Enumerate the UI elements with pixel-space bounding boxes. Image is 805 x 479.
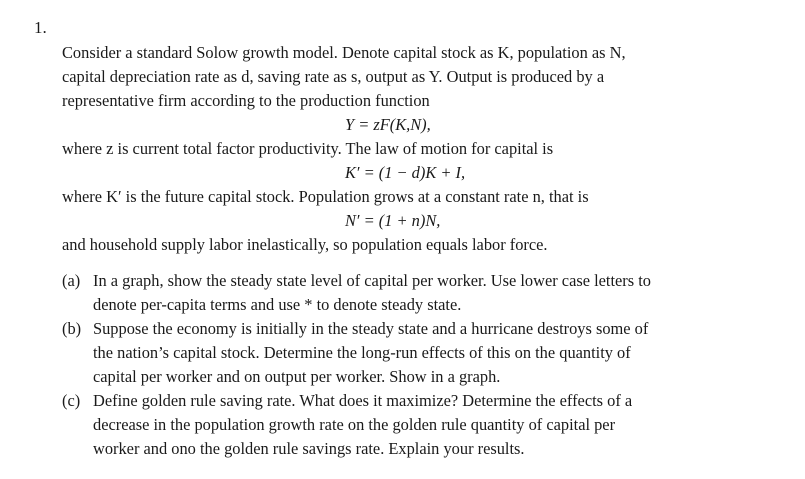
- item-a-line-2: denote per-capita terms and use * to denote steady state.: [93, 295, 462, 314]
- equation-text: N′ = (1 + n)N,: [345, 211, 441, 230]
- tfp-description-line: where z is current total factor productivity. The law of motion for capital is: [62, 139, 554, 158]
- item-a-label: (a): [62, 271, 81, 290]
- question-number: 1.: [34, 18, 47, 37]
- equation-text: Y = zF(K,N),: [345, 115, 431, 134]
- item-b-line-3: capital per worker and on output per worker. Show in a graph.: [93, 367, 501, 386]
- intro-line-2: capital depreciation rate as d, saving rate as s, output as Y. Output is produced by a: [62, 67, 605, 86]
- item-a-line-1: In a graph, show the steady state level of capital per worker. Use lower case letters to: [93, 271, 651, 290]
- future-capital-description-line: where K′ is the future capital stock. Population grows at a constant rate n, that is: [62, 187, 589, 206]
- intro-line-3: representative firm according to the production function: [62, 91, 430, 110]
- item-c-label: (c): [62, 391, 81, 410]
- intro-line-1: Consider a standard Solow growth model. Denote capital stock as K, population as N,: [62, 43, 626, 62]
- population-growth-equation: [345, 210, 440, 232]
- capital-law-of-motion-equation: [345, 162, 465, 184]
- production-function-equation: [345, 114, 431, 136]
- item-c-line-3: worker and ono the golden rule savings rate. Explain your results.: [93, 439, 525, 458]
- item-b-line-2: the nation’s capital stock. Determine the long-run effects of this on the quantity of: [93, 343, 631, 362]
- item-b-line-1: Suppose the economy is initially in the steady state and a hurricane destroys some of: [93, 319, 649, 338]
- item-c-line-1: Define golden rule saving rate. What does it maximize? Determine the effects of a: [93, 391, 633, 410]
- labor-supply-line: and household supply labor inelastically, so population equals labor force.: [62, 235, 548, 254]
- item-b-label: (b): [62, 319, 82, 338]
- item-c-line-2: decrease in the population growth rate on the golden rule quantity of capital per: [93, 415, 616, 434]
- equation-text: K′ = (1 − d)K + I,: [345, 163, 466, 182]
